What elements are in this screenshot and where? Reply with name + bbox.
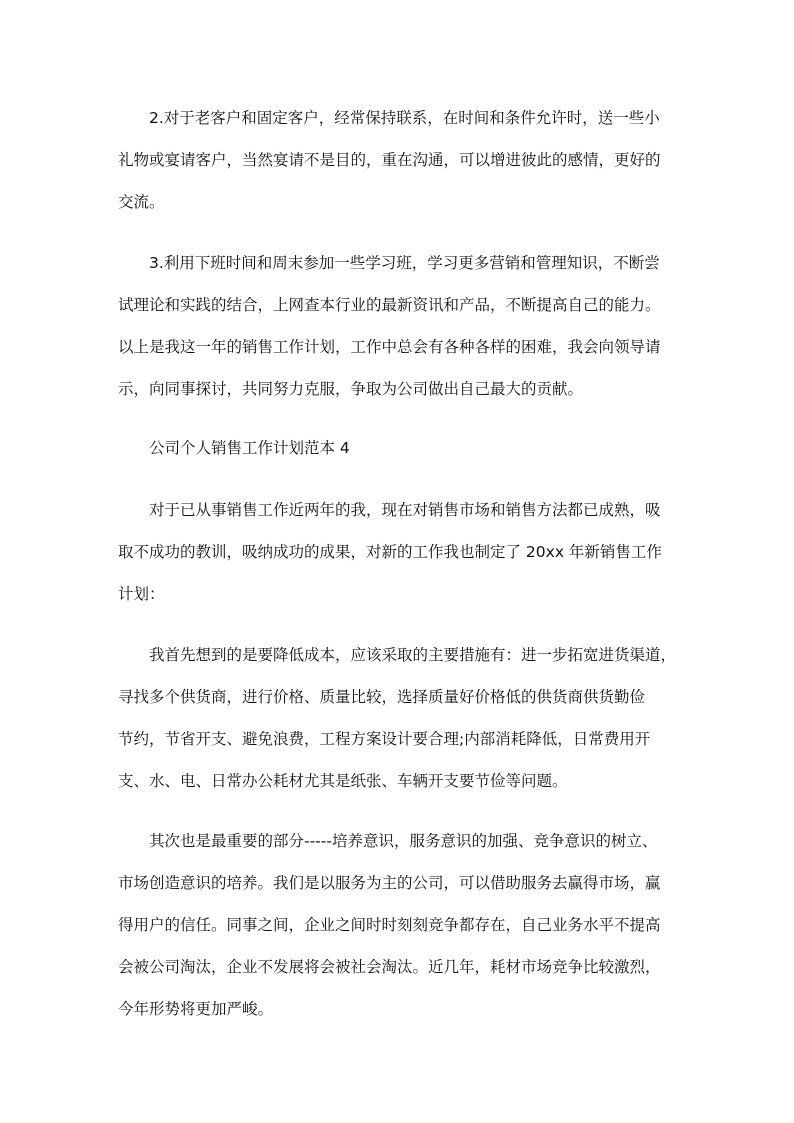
paragraph-intro: [118, 489, 662, 615]
paragraph-cost-reduction: [118, 634, 676, 802]
text-line: 会被公司淘汰，企业不发展将会被社会淘汰。近几年，耗材市场竞争比较激烈，: [118, 958, 661, 976]
text-line: 支、水、电、日常办公耗材尤其是纸张、车辆开支要节俭等问题。: [118, 772, 568, 790]
text-line: 其次也是最重要的部分-----培养意识，服务意识的加强、竞争意识的树立、: [149, 832, 658, 850]
text-line: 今年形势将更加严峻。: [118, 1000, 274, 1018]
text-line: 得用户的信任。同事之间，企业之间时时刻刻竞争都存在，自己业务水平不提高: [118, 916, 661, 934]
text-line: 以上是我这一年的销售工作计划，工作中总会有各种各样的困难，我会向领导请: [118, 338, 661, 356]
section-heading: [118, 427, 350, 469]
text-line: 寻找多个供货商，进行价格、质量比较，选择质量好价格低的供货商供货勤俭: [118, 688, 646, 706]
heading-text: 公司个人销售工作计划范本 4: [149, 439, 350, 457]
text-line: 计划：: [118, 585, 165, 603]
text-line: 取不成功的教训，吸纳成功的成果，对新的工作我也制定了 20xx 年新销售工作: [118, 543, 662, 561]
paragraph-awareness: [118, 820, 661, 1030]
text-line: 试理论和实践的结合，上网查本行业的最新资讯和产品，不断提高自己的能力。: [118, 296, 661, 314]
paragraph-study-plan: [118, 242, 661, 410]
text-line: 3.利用下班时间和周末参加一些学习班，学习更多营销和管理知识，不断尝: [149, 254, 660, 272]
text-line: 交流。: [118, 193, 165, 211]
text-line: 2.对于老客户和固定客户，经常保持联系，在时间和条件允许时，送一些小: [149, 109, 660, 127]
text-line: 对于已从事销售工作近两年的我，现在对销售市场和销售方法都已成熟，吸: [149, 501, 661, 519]
text-line: 节约，节省开支、避免浪费，工程方案设计要合理;内部消耗降低，日常费用开: [118, 730, 651, 748]
paragraph-customer-contact: [118, 97, 661, 223]
text-line: 礼物或宴请客户，当然宴请不是目的，重在沟通，可以增进彼此的感情，更好的: [118, 151, 661, 169]
text-line: 市场创造意识的培养。我们是以服务为主的公司，可以借助服务去赢得市场，赢: [118, 874, 661, 892]
text-line: 我首先想到的是要降低成本，应该采取的主要措施有：进一步拓宽进货渠道，: [149, 646, 677, 664]
text-line: 示，向同事探讨，共同努力克服，争取为公司做出自己最大的贡献。: [118, 380, 584, 398]
